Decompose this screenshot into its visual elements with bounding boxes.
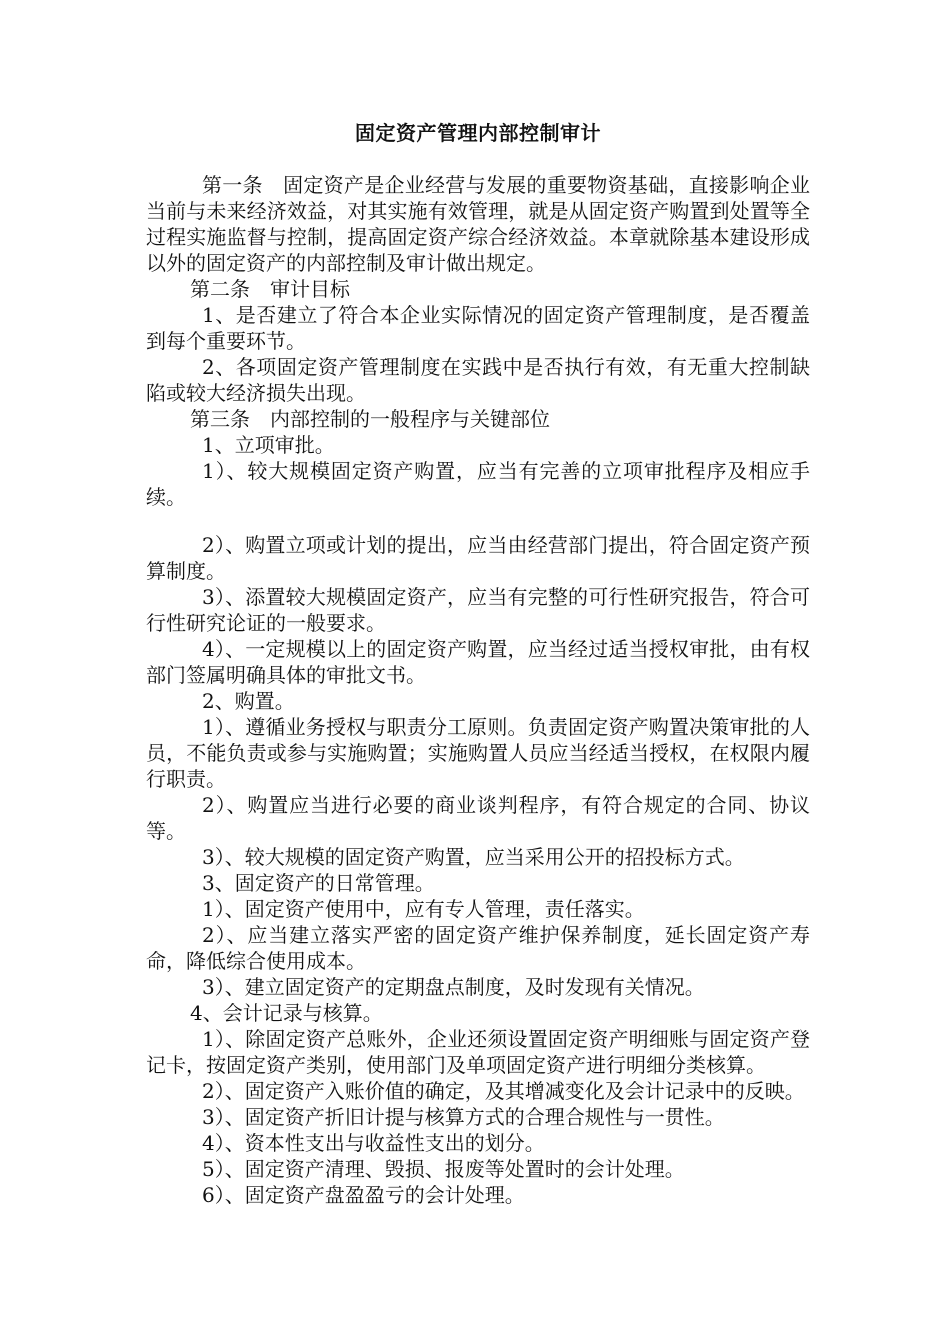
paragraph: 2）、购置立项或计划的提出，应当由经营部门提出，符合固定资产预算制度。 <box>146 533 810 583</box>
article-2-heading: 第二条 审计目标 <box>190 277 350 301</box>
paragraph: 1、是否建立了符合本企业实际情况的固定资产管理制度，是否覆盖到每个重要环节。 <box>146 303 810 353</box>
section-heading: 4、会计记录与核算。 <box>190 1001 383 1025</box>
paragraph: 3）、添置较大规模固定资产，应当有完整的可行性研究报告，符合可行性研究论证的一般要求。 <box>146 585 810 635</box>
document-page <box>146 118 810 1208</box>
section-heading: 1、立项审批。 <box>202 433 335 457</box>
paragraph: 1）、较大规模固定资产购置，应当有完善的立项审批程序及相应手续。 <box>146 459 810 509</box>
paragraph: 3）、建立固定资产的定期盘点制度，及时发现有关情况。 <box>202 975 705 999</box>
paragraph: 6）、固定资产盘盈盈亏的会计处理。 <box>202 1183 525 1207</box>
section-heading: 3、固定资产的日常管理。 <box>202 871 435 895</box>
paragraph: 2）、固定资产入账价值的确定，及其增减变化及会计记录中的反映。 <box>202 1079 805 1103</box>
paragraph: 1）、遵循业务授权与职责分工原则。负责固定资产购置决策审批的人员，不能负责或参与实施购置；实施购置人员应当经适当授权，在权限内履行职责。 <box>146 715 810 791</box>
paragraph: 5）、固定资产清理、毁损、报废等处置时的会计处理。 <box>202 1157 685 1181</box>
paragraph: 3）、固定资产折旧计提与核算方式的合理合规性与一贯性。 <box>202 1105 725 1129</box>
paragraph: 2）、应当建立落实严密的固定资产维护保养制度，延长固定资产寿命，降低综合使用成本。 <box>146 923 810 973</box>
section-heading: 2、购置。 <box>202 689 295 713</box>
paragraph: 4）、资本性支出与收益性支出的划分。 <box>202 1131 545 1155</box>
paragraph: 1）、除固定资产总账外，企业还须设置固定资产明细账与固定资产登记卡，按固定资产类别，使用部门及单项固定资产进行明细分类核算。 <box>146 1027 810 1077</box>
article-1-paragraph: 第一条 固定资产是企业经营与发展的重要物资基础，直接影响企业当前与未来经济效益，对其实施有效管理，就是从固定资产购置到处置等全过程实施监督与控制，提高固定资产综合经济效益。本章就除基本建设形成以外的固定资产的内部控制及审计做出规定。 <box>146 173 810 275</box>
paragraph: 4）、一定规模以上的固定资产购置，应当经过适当授权审批，由有权部门签属明确具体的审批文书。 <box>146 637 810 687</box>
article-3-heading: 第三条 内部控制的一般程序与关键部位 <box>190 407 550 431</box>
paragraph: 2、各项固定资产管理制度在实践中是否执行有效，有无重大控制缺陷或较大经济损失出现。 <box>146 355 810 405</box>
document-title: 固定资产管理内部控制审计 <box>355 121 601 145</box>
paragraph: 2）、购置应当进行必要的商业谈判程序，有符合规定的合同、协议等。 <box>146 793 810 843</box>
paragraph: 3）、较大规模的固定资产购置，应当采用公开的招投标方式。 <box>202 845 745 869</box>
paragraph: 1）、固定资产使用中，应有专人管理，责任落实。 <box>202 897 645 921</box>
